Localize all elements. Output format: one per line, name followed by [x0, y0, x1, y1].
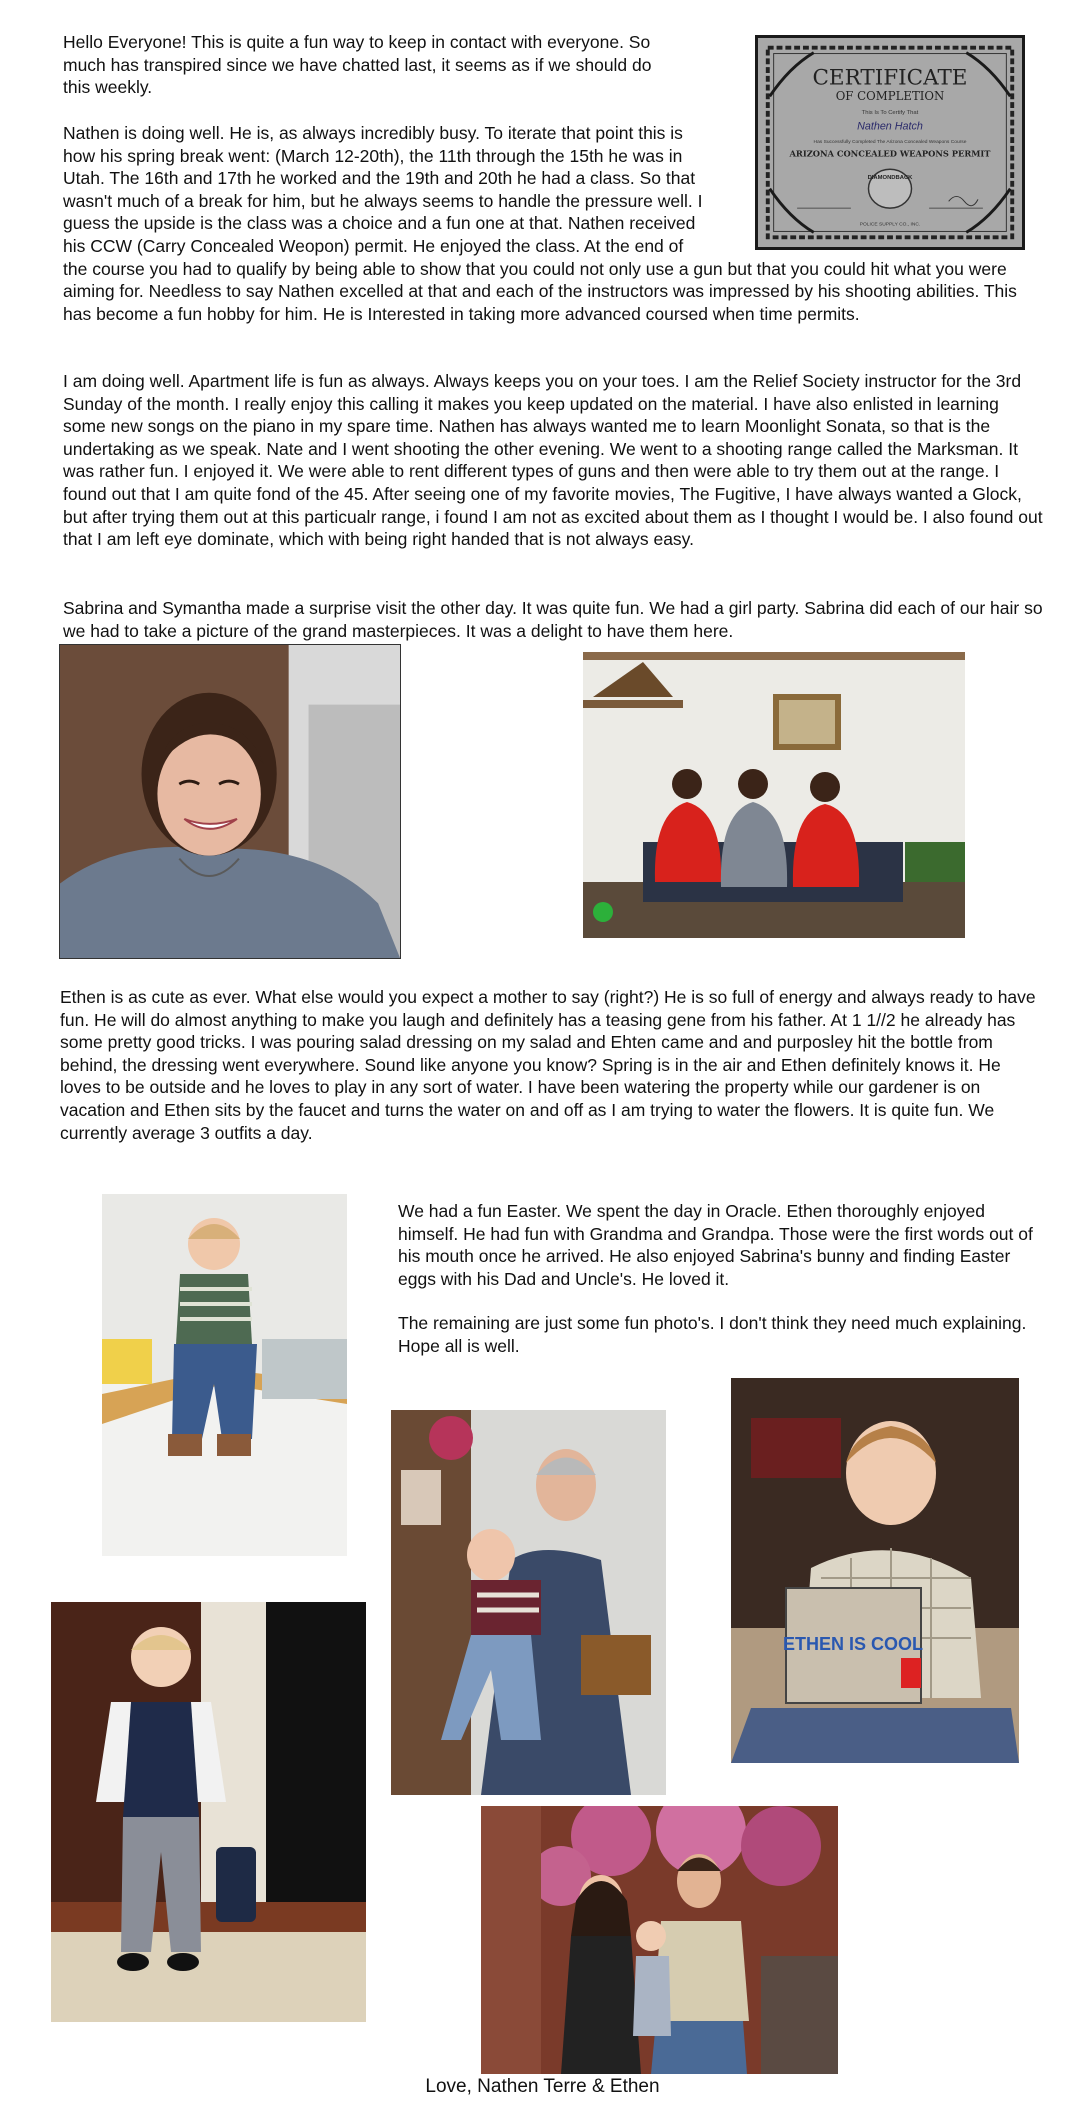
certificate-name: Nathen Hatch: [857, 120, 923, 133]
blocks-letters: ETHEN IS COOL: [782, 1634, 924, 1654]
nathen-paragraph-text: Nathen is doing well. He is, as always incredibly busy. To iterate that point this is how his spring break went: (March 12-20th), the 11th through the 15th he was in Utah. The 16th and 17th he worked and the 19th and 20th he had a class. So that wasn't much of a break for him, but he always seems to handle the pressure well. I guess the upside is the class was a choice and a fun one at that. Nathen received his CCW (Carry Concealed Weopon) permit. He enjoyed the class. At the end of the course you had to qualify by being able to show that you could not only use a gun but that you could hit what you were aiming for. Needless to say Nathen excelled at that and each of the instructors was impressed by his shooting abilities. This has become a fun hobby for him. He is Interested in taking more advanced coursed when time permits.: [63, 123, 1017, 324]
certificate-certify-line: This Is To Certify That: [861, 109, 919, 116]
girl-smiling-photo: [59, 644, 401, 959]
certificate-seal: DIAMONDBACK: [867, 174, 913, 181]
boy-with-blocks-photo: [731, 1378, 1019, 1763]
grandpa-child-photo: [391, 1410, 666, 1795]
certificate-title: CERTIFICATE: [812, 65, 968, 91]
certificate-course-line: Has Successfully Completed The Arizona Concealed Weapons Course: [813, 139, 967, 145]
certificate-footer: POLICE SUPPLY CO., INC.: [859, 222, 921, 228]
three-girls-hair-photo: [583, 652, 965, 938]
sabrina-paragraph: Sabrina and Symantha made a surprise visit the other day. It was quite fun. We had a girl party. Sabrina did each of our hair so we had to take a picture of the grand masterpieces. It was a delight to have them here.: [63, 598, 1043, 641]
signoff: Love, Nathen Terre & Ethen: [425, 2076, 660, 2097]
ethen-paragraph: Ethen is as cute as ever. What else would you expect a mother to say (right?) He is so full of energy and always ready to have fun. He will do almost anything to make you laugh and definitely has a teasing gene from his father. At 1 1//2 he already has some pretty good tricks. I was pouring salad dressing on my salad and Ehten came and and purposley hit the bottle from behind, the dressing went everywhere. Sound like anyone you know? Spring is in the air and Ethen definitely knows it. He loves to be outside and he loves to play in any sort of water. I have been watering the property while our gardener is on vacation and Ethen sits by the faucet and turns the water on and off as I am trying to water the flowers. It is quite fun. We currently average 3 outfits a day.: [60, 987, 1036, 1143]
easter-paragraph: We had a fun Easter. We spent the day in Oracle. Ethen thoroughly enjoyed himself. He had fun with Grandma and Grandpa. Those were the first words out of his mouth once he arrived. He also enjoyed Sabrina's bunny and finding Easter eggs with his Dad and Uncle's. He loved it. The remaining are just some fun photo's. I don't think they need much explaining. Hope all is well.: [398, 1200, 1046, 1380]
intro-paragraph: Hello Everyone! This is quite a fun way to keep in contact with everyone. So much has transpired since we have chatted last, it seems as if we should do this weekly.: [63, 32, 652, 98]
toddler-vest-photo: [51, 1602, 366, 2022]
toddler-counter-photo: [102, 1194, 347, 1556]
remaining-photos-note: The remaining are just some fun photo's. I don't think they need much explaining. Hope all is well.: [398, 1313, 1027, 1356]
nathen-paragraph: [63, 122, 1043, 325]
family-photo: [481, 1806, 838, 2074]
certificate-permit: ARIZONA CONCEALED WEAPONS PERMIT: [789, 148, 991, 159]
me-paragraph: I am doing well. Apartment life is fun as always. Always keeps you on your toes. I am the Relief Society instructor for the 3rd Sunday of the month. I really enjoy this calling it makes you keep updated on the material. I have also enlisted in learning some new songs on the piano in my spare time. Nathen has always wanted me to learn Moonlight Sonata, so that is the undertaking as we speak. Nate and I went shooting the other evening. We went to a shooting range called the Marksman. It was rather fun. I enjoyed it. We were able to rent different types of guns and then were able to try them out at the range. I found out that I am quite fond of the 45. After seeing one of my favorite movies, The Fugitive, I have always wanted a Glock, but after trying them out at this particualr range, i found I am not as excited about them as I thought I would be. I also found out that I am left eye dominate, which with being right handed that is not always easy.: [63, 371, 1043, 550]
certificate-subtitle: OF COMPLETION: [835, 89, 945, 104]
